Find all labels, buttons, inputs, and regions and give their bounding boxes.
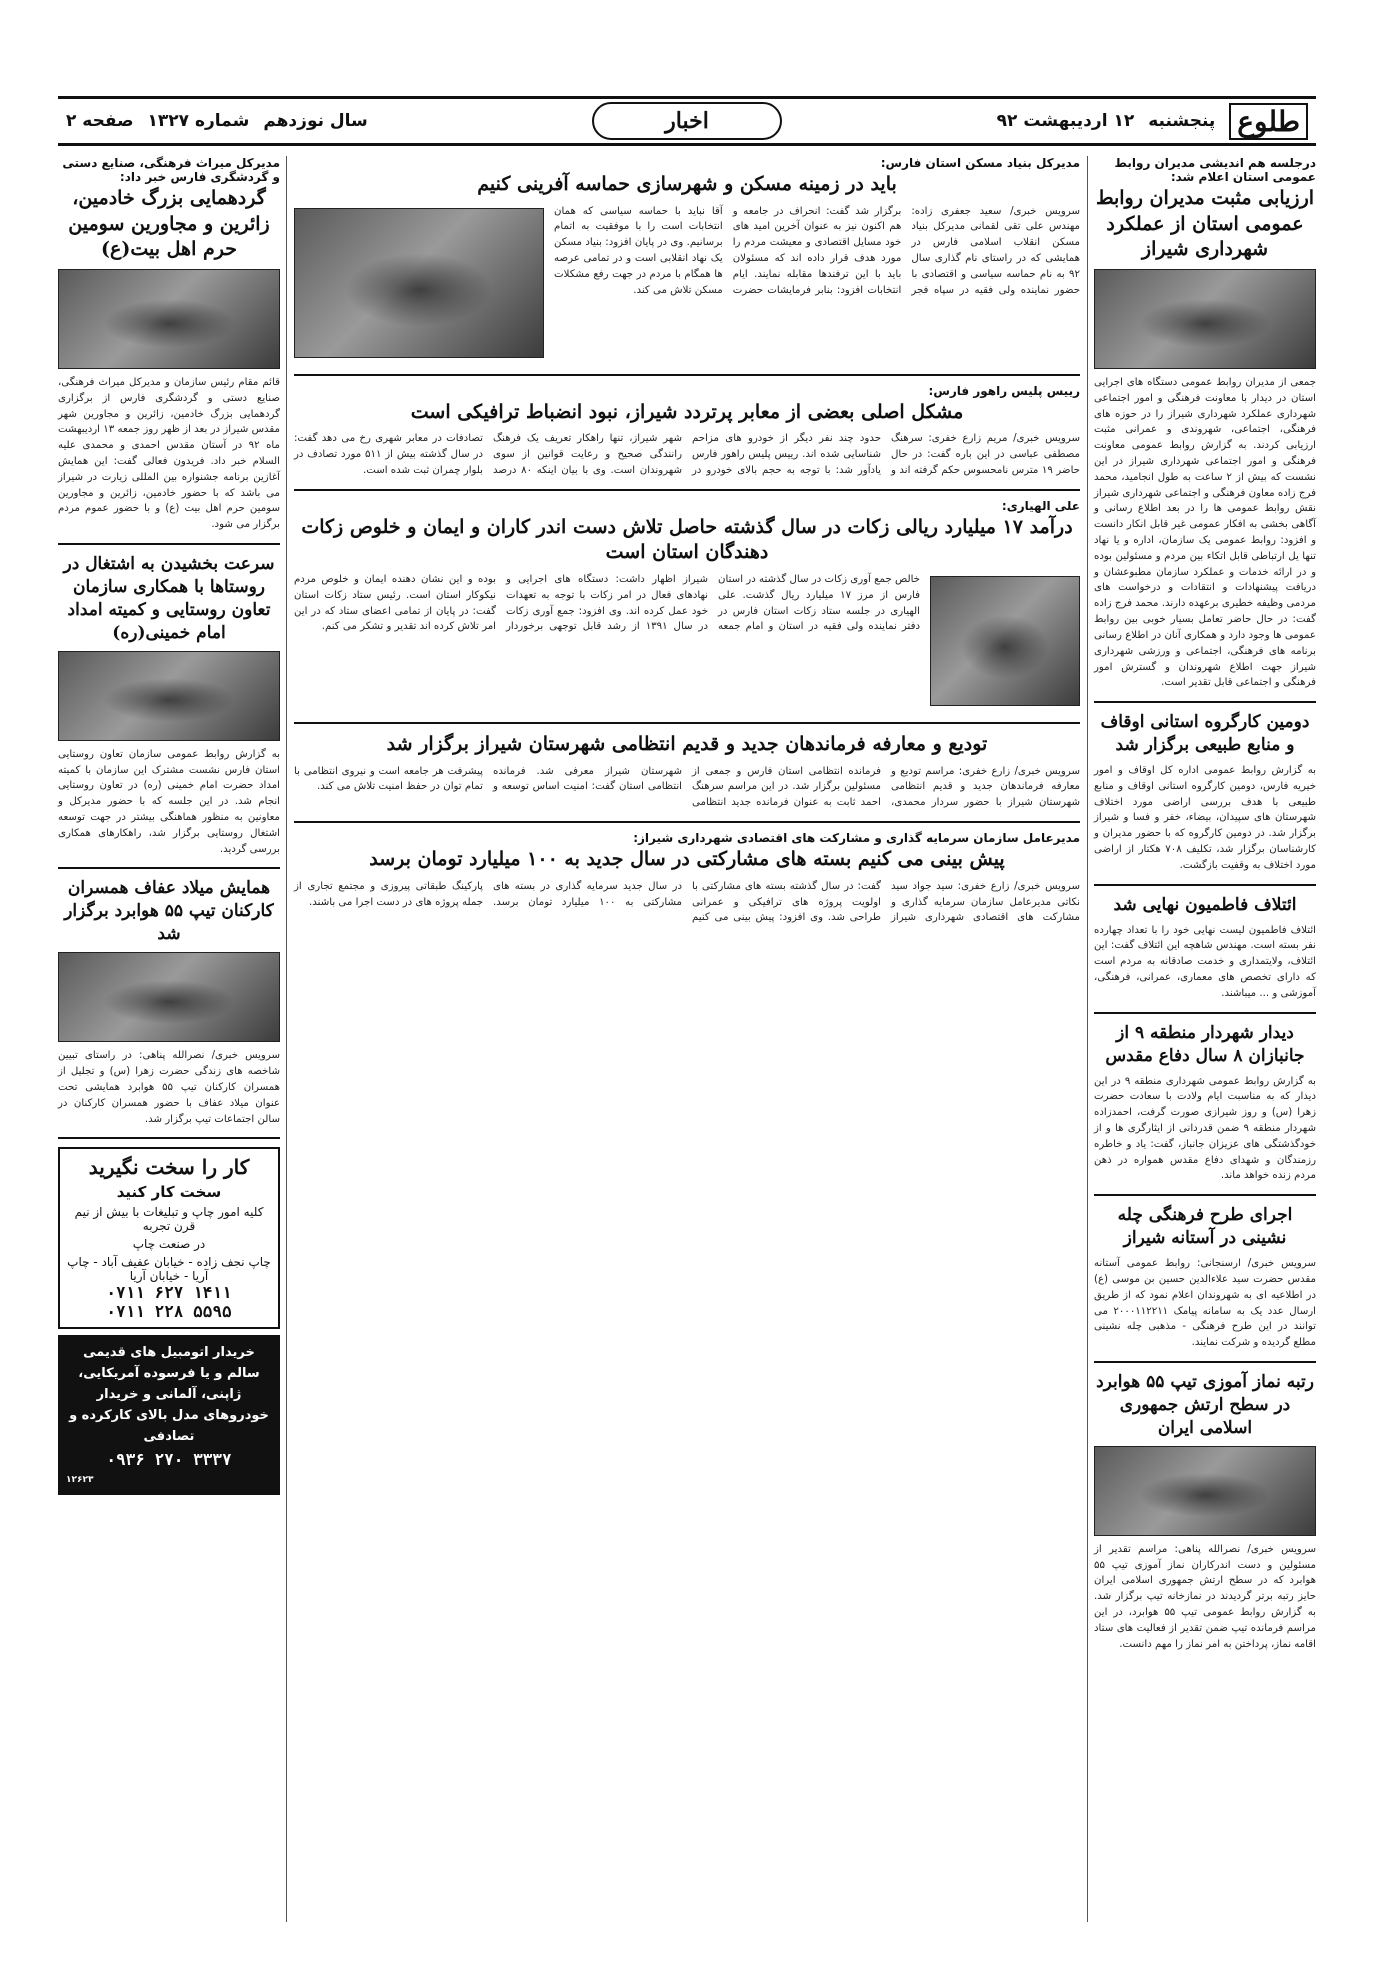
article-headline: تودیع و معارفه فرماندهان جدید و قدیم انتظامی شهرستان شیراز برگزار شد [386, 733, 988, 755]
article-kicker: مدیرکل بنیاد مسکن استان فارس: [880, 156, 1080, 170]
article-body: ائتلاف فاطمیون لیست نهایی خود را با تعداد چهارده نفر بسته است. مهندس شاهچه این ائتلاف گفت: این ائتلاف، ولایتمداری و خدمت صادقانه به مردم است که دارای تخصص های معماری، عمرانی، فرهنگی، آموزشی و ... میباشند. [1094, 924, 1316, 999]
divider [294, 722, 1080, 724]
divider [294, 374, 1080, 376]
article-heritage [58, 156, 280, 533]
article-kicker: مدیرکل میراث فرهنگی، صنایع دستی و گردشگری فارس خبر داد: [62, 156, 280, 184]
article-body: سرویس خبری/ سعید جعفری زاده: مهندس علی تقی لقمانی مدیرکل بنیاد مسکن انقلاب اسلامی فارس در همایشی که در راستای نام گذاری سال ۹۲ به نام حماسه سیاسی و اقتصادی با حضور نماینده ولی فقیه در سپاه فجر برگزار شد گفت: انحراف در جامعه و هم اکنون نیز به عنوان آخرین امید های خود مسایل اقتصادی و معیشت مردم را مورد هدف قرار داده اند که مسئولان باید با این ترفندها مقابله نمایند. ایام انتخابات افزود: بنابر فرمایشات حضرت آقا نباید با حماسه سیاسی که همان انتخابات است را با موفقیت به اتمام برسانیم. وی در پایان افزود: بنیاد مسکن یک نهاد انقلابی است و در تمامی عرصه ها همگام با مردم در جهت رفع مشکلات مسکن تلاش می کند. [554, 205, 1080, 296]
article-body: قائم مقام رئیس سازمان و مدیرکل میراث فرهنگی، صنایع دستی و گردشگری فارس از برگزاری گردهمایی بزرگ خادمین، زائرین و مجاورین شهر مقدس شیراز در بعد از ظهر روز جمعه ۱۳ اردیبهشت ماه ۹۲ در آستان مقدس احمدی و محمدی علیه السلام خبر داد. فریدون فعالی گفت: این همایش آغازین برنامه جشنواره بین المللی زیارت در شیراز می باشد که با حضور خادمین، زائرین و مجاورین سومین حرم اهل بیت (ع) و با حضور عموم مردم برگزار می شود. [58, 376, 280, 531]
article-headline: همایش میلاد عفاف همسران کارکنان تیپ ۵۵ هوابرد برگزار شد [64, 878, 274, 945]
left-column [58, 156, 280, 1495]
ad-address: چاپ نجف زاده - خیابان عفیف آباد - چاپ آریا - خیابان آریا [67, 1255, 271, 1284]
right-column [1094, 156, 1316, 1663]
article-photo [58, 269, 280, 369]
article-body: به گزارش روابط عمومی سازمان تعاون روستایی استان فارس نشست مشترک این سازمان با کمیته امداد حضرت امام خمینی (ره) در تعاون روستایی انجام شد. در این جلسه که با حضور مدیرکل و معاونین به منظور هماهنگی بیشتر در جهت توسعه اشتغال روستایی برگزار شد، راهکارهای همکاری بررسی گردید. [58, 748, 280, 855]
ad-subtitle: سخت کار کنید [116, 1183, 222, 1202]
article-photo [1094, 269, 1316, 369]
article-headline: ائتلاف فاطمیون نهایی شد [1113, 894, 1297, 915]
divider [294, 821, 1080, 823]
article-headline: سرعت بخشیدن به اشتغال در روستاها با همکاری سازمان تعاون روستایی و کمیته امداد امام خمینی(ره) [63, 554, 275, 643]
article-body: سرویس خبری/ مریم زارع خفری: سرهنگ مصطفی عباسی در این باره گفت: در حال حاضر ۱۹ مترس نامحسوس حکم گرفته اند و حدود چند نفر دیگر از خودرو های مزاحم شناسایی شده اند. رییس پلیس راهور فارس یادآور شد: با توجه به حجم بالای خودرو در شهر شیراز، تنها راهکار تعریف یک فرهنگ رانندگی صحیح و رعایت قوانین از سوی شهروندان است. وی با بیان اینکه ۸۰ درصد تصادفات در معابر شهری رخ می دهد گفت: در سال گذشته بیش از ۵۱۱ مورد تصادف در بلوار چمران ثبت شده است. [294, 433, 1080, 476]
article-kicker: علی الهیاری: [1001, 498, 1080, 513]
newspaper-logo: طلوع [1229, 103, 1308, 140]
article-body: سرویس خبری/ نصرالله پناهی: مراسم تقدیر از مسئولین و دست اندرکاران نماز آموزی تیپ ۵۵ هوابرد که در سطح ارتش جمهوری اسلامی ایران حایز رتبه برتر گردیدند در نمازخانه تیپ برگزار شد. به گزارش روابط عمومی تیپ ۵۵ هوابرد، در این مراسم فرمانده تیپ ضمن تقدیر از فعالیت های ستاد اقامه نماز، پرداختن به امر نماز را مهم دانست. [1094, 1543, 1316, 1650]
classified-ad [58, 1335, 280, 1495]
article-police-commanders [294, 732, 1080, 811]
article-housing [294, 156, 1080, 364]
print-shop-ad [58, 1147, 280, 1329]
article-photo [1094, 1446, 1316, 1536]
article-pr-managers [1094, 156, 1316, 691]
article-investment [294, 831, 1080, 926]
article-chelleh [1094, 1204, 1316, 1351]
article-content [294, 204, 1080, 364]
issue-date: ۱۲ اردیبهشت ۹۲ [996, 111, 1135, 131]
article-headline: درآمد ۱۷ میلیارد ریالی زکات در سال گذشته حاصل تلاش دست اندر کاران و ایمان و خلوص زکات دهندگان استان است [301, 515, 1073, 564]
divider [58, 543, 280, 545]
column-divider [286, 156, 287, 1922]
article-headline: پیش بینی می کنیم بسته های مشارکتی در سال جدید به ۱۰۰ میلیارد تومان برسد [369, 848, 1005, 871]
article-photo [58, 952, 280, 1042]
ad-code: ۱۲۶۲۳ [66, 1474, 94, 1485]
section-title: اخبار [592, 102, 782, 140]
article-headline: باید در زمینه مسکن و شهرسازی حماسه آفرینی کنیم [477, 173, 897, 195]
divider [58, 867, 280, 869]
article-kicker: رییس پلیس راهور فارس: [928, 383, 1080, 398]
article-photo [58, 651, 280, 741]
article-rural-jobs [58, 553, 280, 857]
article-veterans-visit [1094, 1022, 1316, 1185]
article-headline: دیدار شهردار منطقه ۹ از جانبازان ۸ سال دفاع مقدس [1105, 1022, 1305, 1066]
article-content [294, 572, 1080, 712]
divider [58, 1137, 280, 1139]
article-headline: مشکل اصلی بعضی از معابر پرتردد شیراز، نبود انضباط ترافیکی است [410, 400, 964, 423]
divider [1094, 701, 1316, 703]
divider [1094, 884, 1316, 886]
center-column [294, 156, 1080, 936]
divider [1094, 1361, 1316, 1363]
issue-number: شماره ۱۳۲۷ [147, 111, 250, 131]
article-kicker: مدیرعامل سازمان سرمایه گذاری و مشارکت های اقتصادی شهرداری شیراز: [633, 831, 1080, 846]
article-body: سرویس خبری/ نصرالله پناهی: در راستای تبیین شاخصه های زندگی حضرت زهرا (س) و تجلیل از همسران کارکنان تیپ ۵۵ هوابرد همایشی تحت عنوان میلاد عفاف با حضور همسران کارکنان در سالن اجتماعات تیپ برگزار شد. [58, 1050, 280, 1125]
masthead-left [66, 111, 368, 131]
newspaper-page [58, 96, 1316, 1922]
article-chastity-event [58, 877, 280, 1127]
article-headline: گردهمایی بزرگ خادمین، زائرین و مجاورین سومین حرم اهل بیت(ع) [68, 187, 270, 261]
article-traffic [294, 384, 1080, 479]
classified-text: خریدار اتومبیل های قدیمی سالم و یا فرسوده آمریکایی، ژاپنی، آلمانی و خریدار خودروهای مدل بالای کارکرده و تصادفی [69, 1345, 269, 1444]
divider [1094, 1194, 1316, 1196]
article-headline: اجرای طرح فرهنگی چله نشینی در آستانه شیراز [1117, 1205, 1293, 1249]
article-awqaf [1094, 711, 1316, 874]
article-headline: ارزیابی مثبت مدیران روابط عمومی استان از عملکرد شهرداری شیراز [1095, 187, 1315, 261]
article-headline: رتبه نماز آموزی تیپ ۵۵ هوابرد در سطح ارتش جمهوری اسلامی ایران [1096, 1372, 1314, 1438]
article-photo [294, 208, 544, 358]
divider [1094, 1012, 1316, 1014]
ad-line: در صنعت چاپ [132, 1237, 206, 1252]
article-body: سرویس خبری/ زارع خفری: مراسم تودیع و معارفه فرماندهان جدید و قدیم انتظامی شهرستان شیراز با حضور سردار محمدی، فرمانده انتظامی استان فارس و جمعی از مسئولین برگزار شد. در این مراسم سرهنگ احمد ثابت به عنوان فرمانده جدید انتظامی شهرستان شیراز معرفی شد. فرمانده انتظامی استان گفت: امنیت اساس توسعه و پیشرفت هر جامعه است و نیروی انتظامی با تمام توان در حفظ امنیت تلاش می کند. [294, 765, 1080, 809]
masthead-right [997, 103, 1308, 140]
ad-title: کار را سخت نگیرید [88, 1155, 250, 1180]
article-body: جمعی از مدیران روابط عمومی دستگاه های اجرایی استان در دیدار با معاونت فرهنگی و امور اجتماعی شهرداری عملکرد شهرداری شیراز را در حوزه های فرهنگی، اجتماعی، شهروندی و عمرانی مثبت ارزیابی کردند. به گزارش روابط عمومی معاونت فرهنگی و امور اجتماعی شهرداری شیراز در این نشست که بیش از ۲ ساعت به طول انجامید، محمد فرج زاده معاون فرهنگی و اجتماعی شهرداری شیراز نقش روابط عمومی ها را در بعد اطلاع رسانی و آگاهی بخشی به افکار عمومی غیر قابل انکار دانست و افزود: روابط عمومی یک سازمان، اداره و یا نهاد تنها یل ارتباطی قابل اتکاء بین مردم و مسئولین بوده و در ارائه خدمات و عملکرد سازمان مطبوعشان و دریافت پیشنهادات و انتقادات و درخواست های مردمی وظیفه خطیری برعهده دارند. محمد فرج زاده گفت: در حال حاضر تعامل بسیار خوبی بین روابط عمومی ها وجود دارد و همکاری آنان در اطلاع رسانی برنامه های فرهنگی، اجتماعی و ورزشی شهرداری شیراز جهت اطلاع شهروندان و گسترش امور فرهنگی و اجتماعی قابل تقدیر است. [1094, 376, 1316, 689]
ad-phone: ۰۷۱۱ ۲۲۸ ۵۵۹۵ [106, 1302, 232, 1322]
article-zakat [294, 499, 1080, 712]
article-headline: دومین کارگروه استانی اوقاف و منابع طبیعی برگزار شد [1100, 712, 1310, 756]
divider [294, 489, 1080, 491]
article-body: سرویس خبری/ ارسنجانی: روابط عمومی آستانه مقدس حضرت سید علاءالدین حسین بن موسی (ع) در اطلاعیه ای به شهروندان اعلام نمود که از طریق ارسال عدد یک به سامانه پیامک ۲۰۰۰۱۱۲۲۱۱ می توانند در این طرح فرهنگی - مذهبی چله نشینی مطلع گردیده و شرکت نمایند. [1094, 1258, 1317, 1349]
article-body: به گزارش روابط عمومی اداره کل اوقاف و امور خیریه فارس، دومین کارگروه استانی اوقاف و منابع طبیعی با هدف بررسی اراضی مورد اختلاف شهرستان های سپیدان، بیضاء، خفر و فسا و شیراز برگزار شد. در دومین کارگروه که با حضور مدیران و کارشناسان برگزار شد، تکلیف ۷۰۸ هکتار از اراضی مورد اختلاف به وقفیت بازگشت. [1094, 765, 1316, 871]
volume-label: سال نوزدهم [263, 111, 368, 131]
article-body: به گزارش روابط عمومی شهرداری منطقه ۹ در این دیدار که به مناسبت ایام ولادت با سعادت حضرت زهرا (س) و روز شیرازی صورت گرفت، احمدزاده شهردار منطقه ۹ ضمن قدردانی از ایثارگری ها و از خودگذشتگی های عزیزان جانباز، گفت: یاد و خاطره رزمندگان و شهدای دفاع مقدس همواره در ذهن مردم زنده خواهد ماند. [1094, 1075, 1316, 1182]
article-kicker: درجلسه هم اندیشی مدیران روابط عمومی استان اعلام شد: [1114, 156, 1316, 184]
article-prayer-rank [1094, 1371, 1316, 1653]
ad-line: کلیه امور چاپ و تبلیغات با بیش از نیم قرن تجربه [74, 1205, 264, 1234]
article-fatemiyoun [1094, 894, 1316, 1002]
article-photo [930, 576, 1080, 706]
classified-phone: ۰۹۳۶ ۲۷۰ ۳۳۳۷ [106, 1450, 232, 1470]
column-divider [1087, 156, 1088, 1922]
article-body: سرویس خبری/ زارع خفری: سید جواد سید نکاتی مدیرعامل سازمان سرمایه گذاری و مشارکت های اقتصادی شهرداری شیراز گفت: در سال گذشته بسته های مشارکتی با اولویت پروژه های ترافیکی و عمرانی طراحی شد. وی افزود: پیش بینی می کنیم در سال جدید سرمایه گذاری در بسته های مشارکتی به ۱۰۰ میلیارد تومان برسد. پارکینگ طبقاتی پیروزی و مجتمع تجاری از جمله پروژه های در دست اجرا می باشند. [294, 880, 1080, 924]
ad-phone: ۰۷۱۱ ۶۲۷ ۱۴۱۱ [106, 1283, 232, 1303]
article-body: خالص جمع آوری زکات در سال گذشته در استان فارس از مرز ۱۷ میلیارد ریال گذشت. علی الهیاری در جلسه ستاد زکات استان فارس در دفتر نماینده ولی فقیه در استان و امام جمعه شیراز اظهار داشت: دستگاه های اجرایی و نهادهای فعال در امر زکات با توجه به تعهدات خود عمل کرده اند. وی افزود: جمع آوری زکات در سال ۱۳۹۱ از رشد قابل توجهی برخوردار بوده و این نشان دهنده ایمان و خلوص مردم نیکوکار استان است. رئیس ستاد زکات استان گفت: در پایان از تمامی اعضای ستاد که در این امر تلاش کرده اند تقدیر و تشکر می کنم. [294, 574, 921, 633]
issue-day: پنجشنبه [1148, 111, 1216, 131]
page-number: صفحه ۲ [66, 111, 134, 131]
